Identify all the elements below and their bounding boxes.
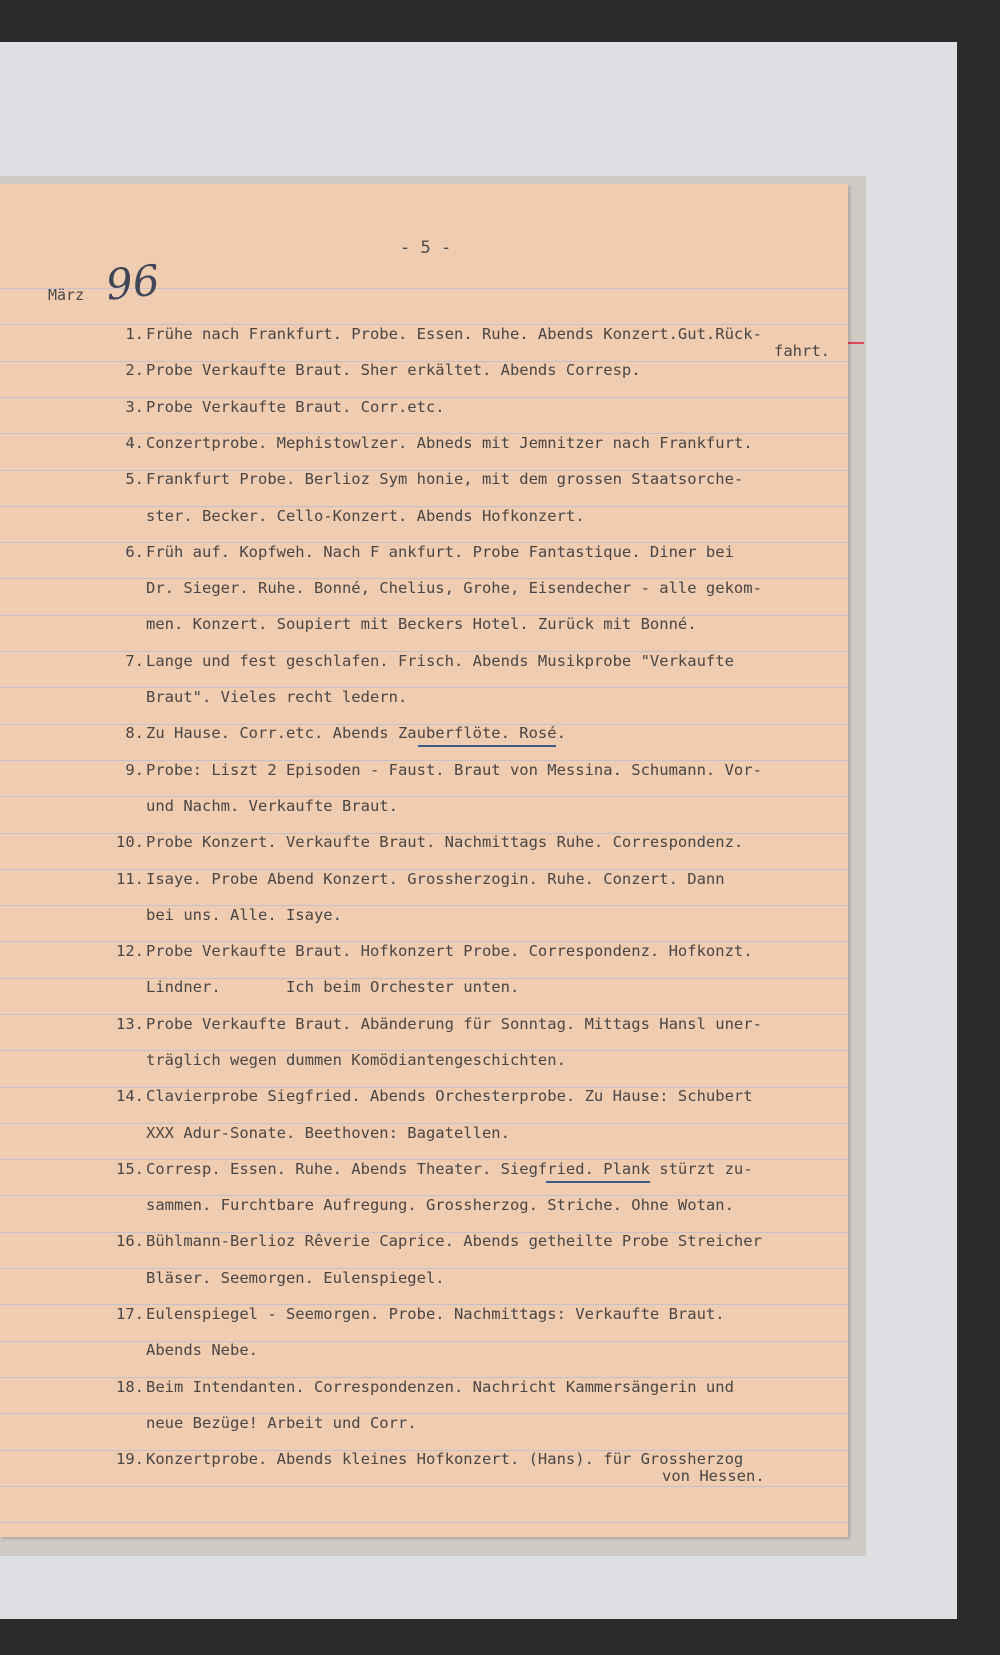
entry-text: Bühlmann-Berlioz Rêverie Caprice. Abends getheilte Probe Streicher <box>146 1232 762 1250</box>
margin-mark <box>848 342 864 344</box>
ruled-line <box>0 1486 848 1487</box>
entry-text: men. Konzert. Soupiert mit Beckers Hotel. Zurück mit Bonné. <box>146 615 697 633</box>
diary-entry-line <box>0 1151 848 1187</box>
entry-number: 17. <box>116 1305 144 1323</box>
diary-entry-line <box>0 316 848 352</box>
title-underline <box>546 1181 650 1183</box>
entry-text: Probe Verkaufte Braut. Abänderung für Sonntag. Mittags Hansl uner- <box>146 1015 762 1033</box>
entry-text: Frankfurt Probe. Berlioz Sym honie, mit dem grossen Staatsorche- <box>146 470 744 488</box>
entry-text: träglich wegen dummen Komödiantengeschichten. <box>146 1051 566 1069</box>
diary-entry-continuation <box>0 1187 848 1223</box>
diary-entry-line <box>0 1078 848 1114</box>
handwritten-year: 96 <box>103 255 162 310</box>
entry-text: Probe Verkaufte Braut. Corr.etc. <box>146 398 445 416</box>
entry-text: Lindner. Ich beim Orchester unten. <box>146 978 520 996</box>
entry-number: 19. <box>116 1450 144 1468</box>
entry-tail: von Hessen. <box>662 1467 765 1485</box>
diary-entry-continuation <box>0 1115 848 1151</box>
entry-text: bei uns. Alle. Isaye. <box>146 906 342 924</box>
entry-text: Probe: Liszt 2 Episoden - Faust. Braut von Messina. Schumann. Vor- <box>146 761 762 779</box>
entry-number: 7. <box>125 652 144 670</box>
diary-entry-line <box>0 461 848 497</box>
entry-text: ster. Becker. Cello-Konzert. Abends Hofkonzert. <box>146 507 585 525</box>
entry-text: Konzertprobe. Abends kleines Hofkonzert. (Hans). für Grossherzog <box>146 1450 744 1468</box>
entry-number: 3. <box>125 398 144 416</box>
entry-text: Probe Konzert. Verkaufte Braut. Nachmittags Ruhe. Correspondenz. <box>146 833 744 851</box>
entry-text: Corresp. Essen. Ruhe. Abends Theater. Siegfried. Plank stürzt zu- <box>146 1160 753 1178</box>
entry-text: Frühe nach Frankfurt. Probe. Essen. Ruhe. Abends Konzert.Gut.Rück- <box>146 325 762 343</box>
diary-entry-line <box>0 425 848 461</box>
entry-number: 14. <box>116 1087 144 1105</box>
entry-number: 4. <box>125 434 144 452</box>
diary-entry-continuation <box>0 606 848 642</box>
entry-text: XXX Adur-Sonate. Beethoven: Bagatellen. <box>146 1124 510 1142</box>
entry-number: 6. <box>125 543 144 561</box>
entry-number: 10. <box>116 833 144 851</box>
diary-entry-line <box>0 1006 848 1042</box>
entry-text: Conzertprobe. Mephistowlzer. Abneds mit Jemnitzer nach Frankfurt. <box>146 434 753 452</box>
ruled-line <box>0 1522 848 1523</box>
diary-entry-line <box>0 1369 848 1405</box>
entry-text: Probe Verkaufte Braut. Hofkonzert Probe. Correspondenz. Hofkonzt. <box>146 942 753 960</box>
diary-entry-line <box>0 1223 848 1259</box>
entry-text: Clavierprobe Siegfried. Abends Orchesterprobe. Zu Hause: Schubert <box>146 1087 753 1105</box>
diary-entry-line <box>0 861 848 897</box>
diary-entry-continuation <box>0 570 848 606</box>
diary-entry-line <box>0 389 848 425</box>
entry-number: 18. <box>116 1378 144 1396</box>
diary-entry-line <box>0 534 848 570</box>
diary-entry-line <box>0 352 848 388</box>
diary-entry-continuation <box>0 679 848 715</box>
diary-entry-line <box>0 643 848 679</box>
entry-text: neue Bezüge! Arbeit und Corr. <box>146 1414 417 1432</box>
diary-entry-continuation <box>0 1260 848 1296</box>
month-label: März <box>48 286 85 304</box>
entry-text: Zu Hause. Corr.etc. Abends Zauberflöte. Rosé. <box>146 724 566 742</box>
entry-number: 1. <box>125 325 144 343</box>
entry-text: Probe Verkaufte Braut. Sher erkältet. Abends Corresp. <box>146 361 641 379</box>
diary-entry-line <box>0 752 848 788</box>
entry-text: Dr. Sieger. Ruhe. Bonné, Chelius, Grohe, Eisendecher - alle gekom- <box>146 579 762 597</box>
entry-text: sammen. Furchtbare Aufregung. Grossherzog. Striche. Ohne Wotan. <box>146 1196 734 1214</box>
page-number: - 5 - <box>400 238 452 258</box>
entry-text: und Nachm. Verkaufte Braut. <box>146 797 398 815</box>
diary-entry-continuation <box>0 897 848 933</box>
diary-entry-line <box>0 824 848 860</box>
title-underline <box>418 745 556 747</box>
entry-number: 13. <box>116 1015 144 1033</box>
diary-entry-continuation <box>0 498 848 534</box>
entry-text: Bläser. Seemorgen. Eulenspiegel. <box>146 1269 445 1287</box>
entry-number: 2. <box>125 361 144 379</box>
entry-text: Eulenspiegel - Seemorgen. Probe. Nachmittags: Verkaufte Braut. <box>146 1305 725 1323</box>
entry-text: Braut". Vieles recht ledern. <box>146 688 408 706</box>
entry-text: Lange und fest geschlafen. Frisch. Abends Musikprobe "Verkaufte <box>146 652 734 670</box>
entry-number: 12. <box>116 942 144 960</box>
entry-number: 5. <box>125 470 144 488</box>
diary-page <box>0 184 848 1537</box>
entry-number: 16. <box>116 1232 144 1250</box>
entry-number: 11. <box>116 870 144 888</box>
entry-number: 15. <box>116 1160 144 1178</box>
diary-entry-continuation <box>0 1405 848 1441</box>
diary-entry-continuation <box>0 788 848 824</box>
diary-entry-continuation <box>0 969 848 1005</box>
entry-number: 8. <box>125 724 144 742</box>
diary-entry-line <box>0 1296 848 1332</box>
entry-number: 9. <box>125 761 144 779</box>
entry-text: Abends Nebe. <box>146 1341 258 1359</box>
diary-entry-continuation <box>0 1332 848 1368</box>
entry-text: Beim Intendanten. Correspondenzen. Nachricht Kammersängerin und <box>146 1378 734 1396</box>
entry-tail: fahrt. <box>774 342 830 360</box>
entry-text: Isaye. Probe Abend Konzert. Grossherzogin. Ruhe. Conzert. Dann <box>146 870 725 888</box>
entry-text: Früh auf. Kopfweh. Nach F ankfurt. Probe Fantastique. Diner bei <box>146 543 734 561</box>
diary-entry-continuation <box>0 1042 848 1078</box>
diary-entry-line <box>0 933 848 969</box>
